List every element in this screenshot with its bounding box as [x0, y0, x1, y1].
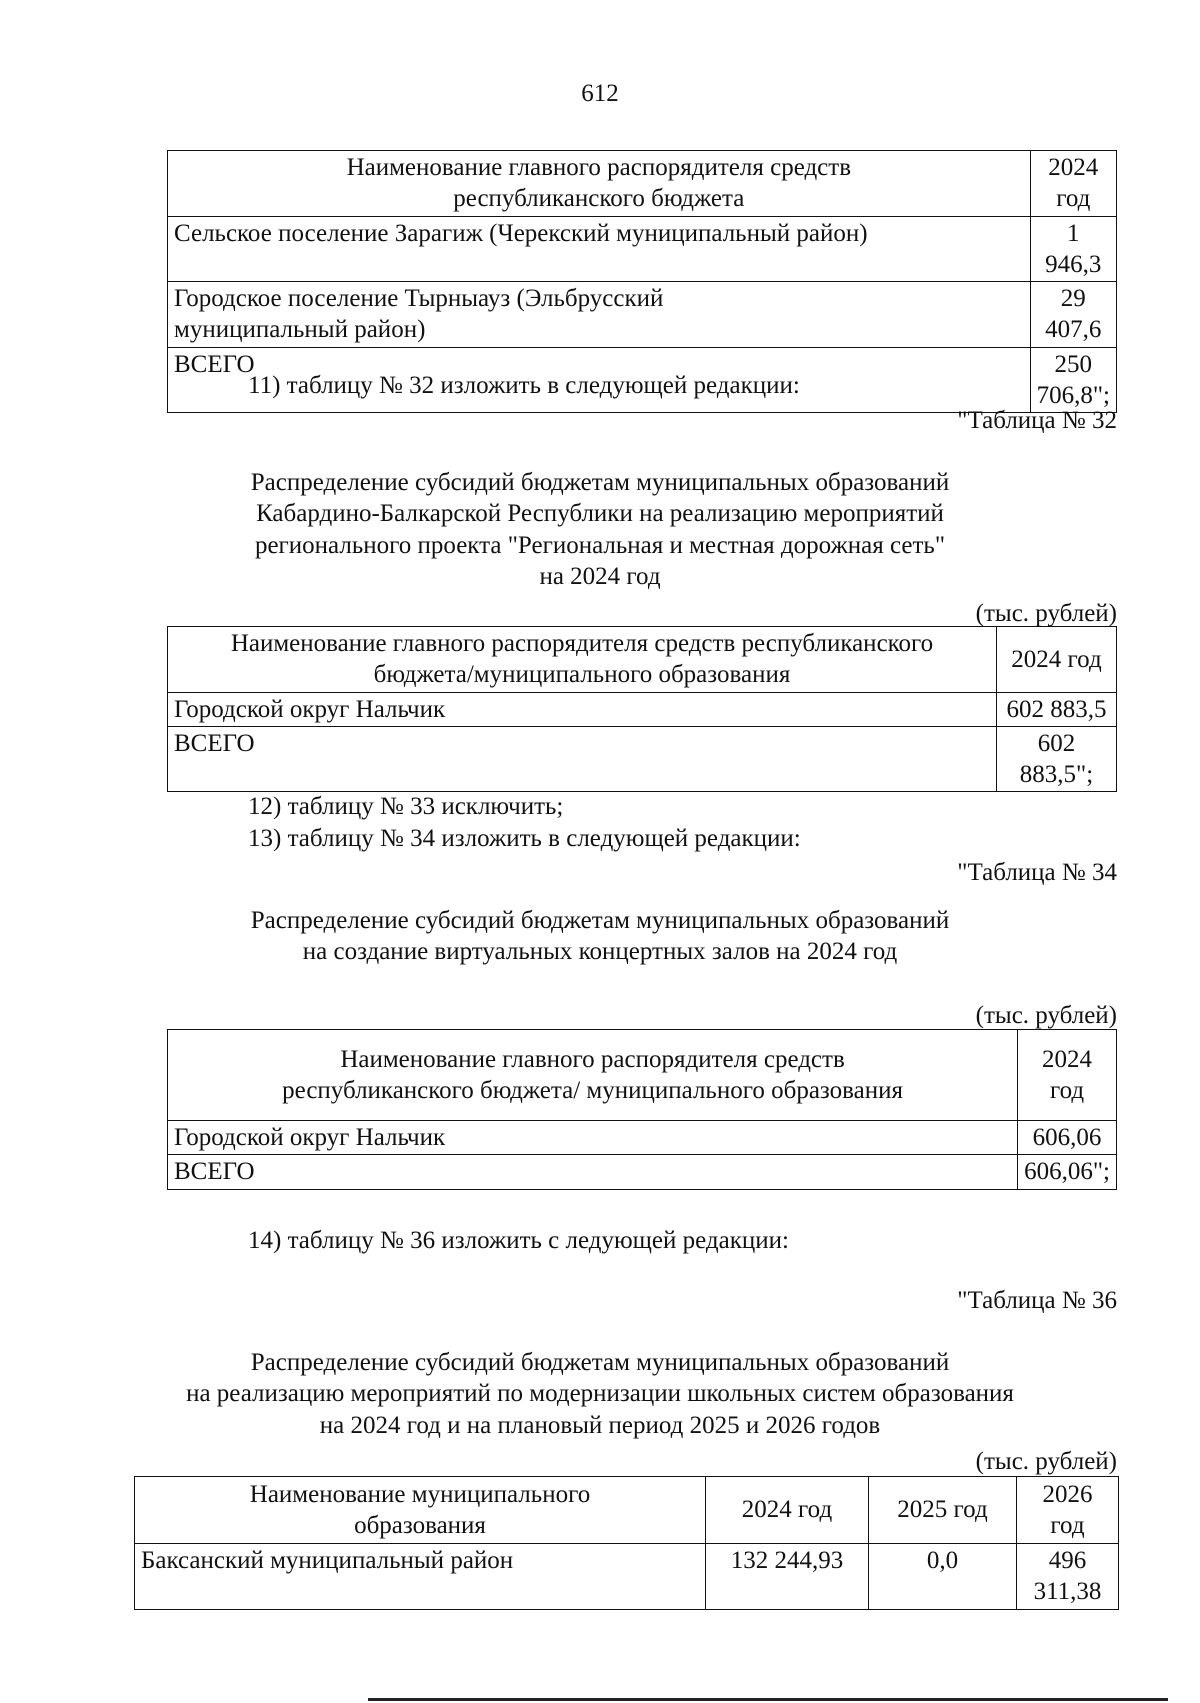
table-32: [167, 626, 1117, 792]
table-36: [134, 1476, 1119, 1610]
table-cell: 29 407,6: [1030, 282, 1116, 348]
table-cell: ВСЕГО: [168, 347, 1031, 413]
table-34-unit: (тыс. рублей): [975, 1002, 1117, 1029]
table-cell: Сельское поселение Зарагиж (Черекский муниципальный район): [168, 216, 1031, 282]
table-cell: 0,0: [869, 1544, 1017, 1610]
table-32-unit: (тыс. рублей): [975, 600, 1117, 627]
table-cell: 606,06";: [1018, 1155, 1117, 1189]
table-cell: ВСЕГО: [168, 726, 997, 792]
scan-edge-line: [368, 1698, 1168, 1701]
table-34-title: [0, 905, 1200, 968]
table-cell: 602 883,5: [997, 692, 1117, 726]
table-36-caption: "Таблица № 36: [957, 1287, 1117, 1314]
page-number: 612: [581, 80, 619, 107]
table-row: [168, 1155, 1117, 1189]
title-line: Кабардино-Балкарской Республики на реализацию мероприятий: [256, 500, 944, 528]
title-line: на реализацию мероприятий по модернизации школьных систем образования: [186, 1380, 1014, 1408]
paragraph-item-11: 11) таблицу № 32 изложить в следующей редакции:: [248, 372, 800, 399]
table-cell: Баксанский муниципальный район: [135, 1544, 706, 1610]
paragraph-item-12: 12) таблицу № 33 исключить;: [248, 793, 564, 820]
table-cell: 602 883,5";: [997, 726, 1117, 792]
title-line: на 2024 год: [539, 562, 661, 590]
table-cell: 1 946,3: [1030, 216, 1116, 282]
title-line: на 2024 год и на плановый период 2025 и 2026 годов: [319, 1411, 881, 1439]
table-header-name: Наименование главного распорядителя средств республиканского бюджета/ муниципального образования: [168, 1030, 1018, 1121]
table-header-name: Наименование главного распорядителя средств республиканского бюджета: [168, 151, 1031, 217]
table-cell: Городское поселение Тырныауз (Эльбрусский муниципальный район): [168, 282, 1031, 348]
table-row: [135, 1544, 1119, 1610]
table-cell: ВСЕГО: [168, 1155, 1018, 1189]
table-header-2025: 2025 год: [869, 1477, 1017, 1544]
table-header-year: 2024 год: [997, 627, 1117, 693]
table-36-unit: (тыс. рублей): [975, 1448, 1117, 1475]
paragraph-item-13: 13) таблицу № 34 изложить в следующей редакции:: [248, 825, 801, 852]
table-36-title: [0, 1347, 1200, 1441]
paragraph-item-14: 14) таблицу № 36 изложить с ледующей редакции:: [248, 1227, 789, 1254]
table-header-year: 2024 год: [1030, 151, 1116, 217]
title-line: Распределение субсидий бюджетам муниципальных образований: [250, 1349, 950, 1376]
table-cell: 250 706,8";: [1030, 347, 1116, 413]
table-34-caption: "Таблица № 34: [957, 859, 1117, 886]
table-row: [168, 692, 1117, 726]
table-32-caption: "Таблица № 32: [957, 407, 1117, 434]
table-header-name: Наименование главного распорядителя средств республиканского бюджета/муниципального образования: [168, 627, 997, 693]
table-row: [168, 216, 1117, 282]
table-cell: 132 244,93: [706, 1544, 869, 1610]
title-line: регионального проекта "Региональная и местная дорожная сеть": [254, 531, 946, 559]
table-cell: 496 311,38: [1017, 1544, 1119, 1610]
table-header-year: 2024 год: [1018, 1030, 1117, 1121]
title-line: на создание виртуальных концертных залов на 2024 год: [302, 938, 898, 966]
table-header-2024: 2024 год: [706, 1477, 869, 1544]
table-row: [168, 282, 1117, 348]
table-cell: 606,06: [1018, 1121, 1117, 1155]
table-32-title: [0, 467, 1200, 592]
table-cell: Городской округ Нальчик: [168, 692, 997, 726]
table-row: [168, 726, 1117, 792]
table-row: [168, 1121, 1117, 1155]
table-cell: Городской округ Нальчик: [168, 1121, 1018, 1155]
title-line: Распределение субсидий бюджетам муниципальных образований: [250, 469, 950, 496]
title-line: Распределение субсидий бюджетам муниципальных образований: [250, 907, 950, 934]
table-header-2026: 2026 год: [1017, 1477, 1119, 1544]
table-header-name: Наименование муниципального образования: [135, 1477, 706, 1544]
table-34: [167, 1029, 1117, 1190]
